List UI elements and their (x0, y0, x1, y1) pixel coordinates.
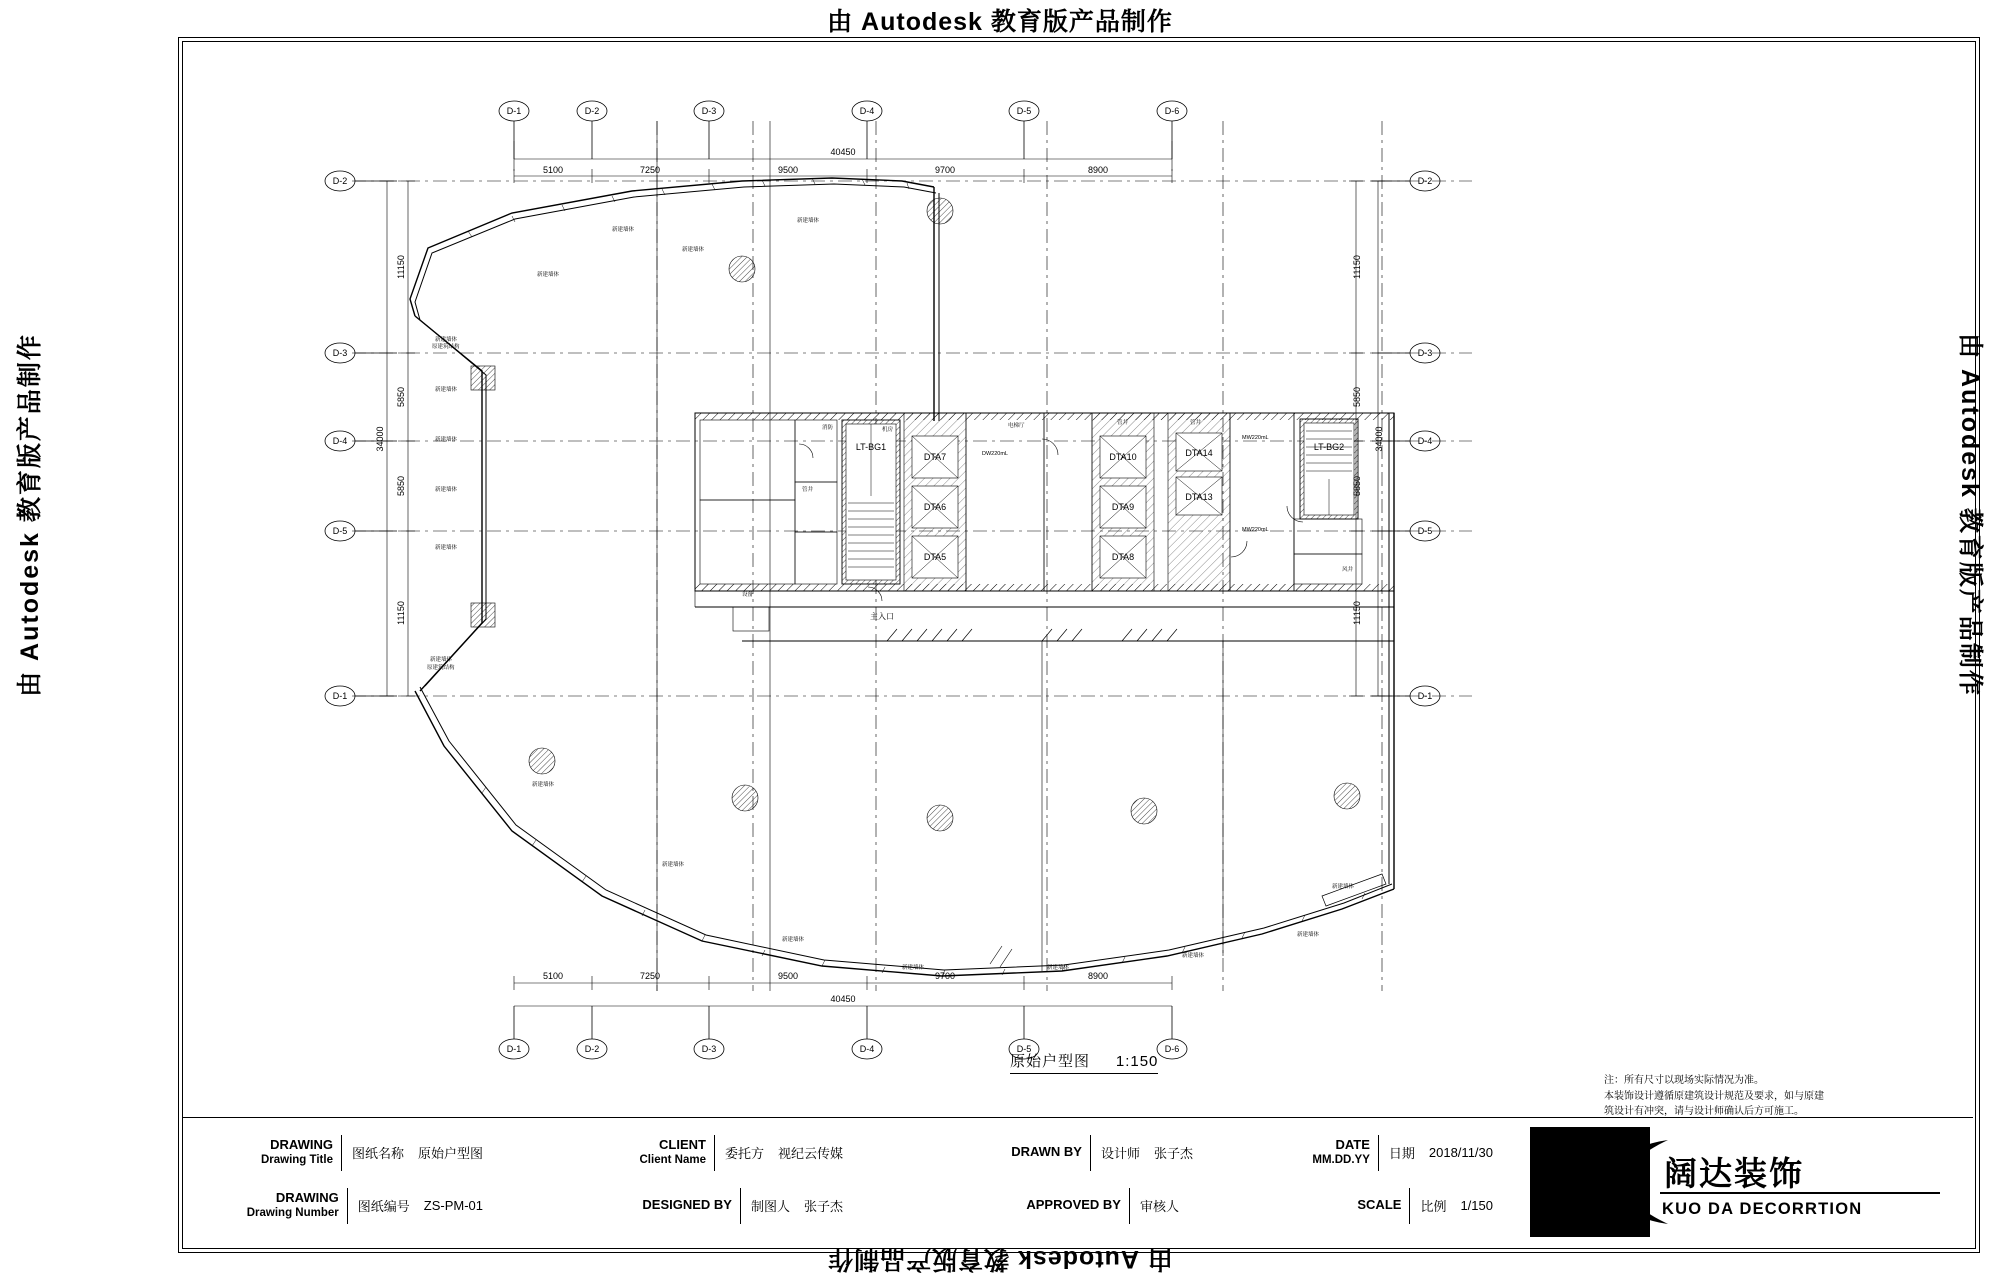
dim-top-seg-5: 8900 (1087, 165, 1109, 175)
note-line-2: 本装饰设计遵循原建筑设计规范及要求，如与原建 (1604, 1090, 1824, 1102)
grid-label-left-3: D-4 (332, 436, 348, 446)
tb-drawnby-en1: DRAWN BY (1011, 1144, 1082, 1160)
dim-bottom-seg-2: 7250 (639, 971, 661, 981)
tb-client-en1: CLIENT (659, 1137, 706, 1153)
grid-label-top-2: D-2 (584, 106, 600, 116)
room-note-5: 管井 (1190, 420, 1202, 426)
grid-label-bottom-3: D-3 (701, 1044, 717, 1054)
grid-label-bottom-2: D-2 (584, 1044, 600, 1054)
tb-drawnby-value: 张子杰 (1153, 1146, 1193, 1161)
note-line-3: 筑设计有冲突，请与设计师确认后方可施工。 (1604, 1106, 1804, 1117)
room-label-dta7: DTA7 (923, 452, 947, 462)
wall-note-8: 新建墙体 (435, 437, 458, 443)
grid-label-top-5: D-5 (1016, 106, 1032, 116)
wall-note-13: 新建墙体 (532, 782, 555, 788)
note-line-1: 注：所有尺寸以现场实际情况为准。 (1604, 1075, 1764, 1086)
dim-top-seg-3: 9500 (777, 165, 799, 175)
logo-text-cn: 阔达装饰 (1664, 1155, 1804, 1192)
room-label-dta8: DTA8 (1111, 552, 1135, 562)
wall-note-7: 新建墙体 (435, 387, 458, 393)
grid-label-right-3: D-4 (1417, 436, 1433, 446)
room-note-3: 电梯厅 (1008, 423, 1025, 429)
tb-divider (1129, 1188, 1130, 1224)
room-label-lt-bg1: LT-BG1 (855, 442, 887, 452)
wall-note-14: 新建墙体 (662, 862, 685, 868)
tb-scale-cn: 比例 (1420, 1199, 1447, 1214)
dim-bottom-seg-5: 8900 (1087, 971, 1109, 981)
tb-drawing-number-cn: 图纸编号 (357, 1199, 410, 1214)
tb-divider (341, 1135, 342, 1171)
plan-caption-title: 原始户型图 (1010, 1053, 1091, 1070)
dim-top-seg-1: 5100 (542, 165, 564, 175)
dim-left-2: 5850 (396, 386, 406, 408)
tb-scale-en1: SCALE (1357, 1197, 1402, 1213)
room-label-dta6: DTA6 (923, 502, 947, 512)
plan-caption-scale: 1:150 (1115, 1053, 1159, 1070)
wall-note-16: 新建墙体 (902, 965, 925, 971)
watermark-bottom: 由 Autodesk 教育版产品制作 (827, 1245, 1173, 1273)
grid-label-left-4: D-5 (332, 526, 348, 536)
dim-bottom-seg-4: 9700 (934, 971, 956, 981)
tb-client-value: 视纪云传媒 (777, 1146, 843, 1161)
grid-label-top-4: D-4 (859, 106, 875, 116)
grid-label-top-6: D-6 (1164, 106, 1180, 116)
room-label-dta13: DTA13 (1185, 492, 1213, 502)
grid-label-bottom-1: D-1 (506, 1044, 522, 1054)
logo-text-en: KUO DA DECORRTION (1662, 1200, 1863, 1218)
dim-bottom-seg-3: 9500 (777, 971, 799, 981)
dim-bottom-total: 40450 (830, 994, 856, 1004)
room-label-dta14: DTA14 (1185, 448, 1213, 458)
wall-note-6: 原建筑结构 (432, 344, 460, 350)
tb-drawing-title-label (261, 1137, 341, 1168)
room-note-10: 管井 (802, 487, 814, 493)
grid-label-right-2: D-3 (1417, 348, 1433, 358)
tb-designedby-en1: DESIGNED BY (642, 1197, 732, 1213)
general-notes (1604, 1073, 1954, 1120)
room-label-lt-bg2: LT-BG2 (1313, 442, 1345, 452)
grid-label-left-5: D-1 (332, 691, 348, 701)
dim-left-4: 11150 (396, 601, 406, 625)
dim-right-2: 5850 (1352, 386, 1362, 408)
entry-label: 主入口 (870, 612, 894, 621)
room-label-dta10: DTA10 (1109, 452, 1137, 462)
grid-label-right-1: D-2 (1417, 176, 1433, 186)
tb-client-en2: Client Name (639, 1154, 706, 1167)
tb-drawing-title-en1: DRAWING (270, 1137, 333, 1153)
room-note-11: 设备 (742, 592, 754, 598)
tb-drawing-number-cell (183, 1184, 483, 1228)
tb-designedby-cn: 制图人 (750, 1199, 790, 1214)
tb-drawing-title-en2: Drawing Title (260, 1154, 333, 1167)
tb-client-label (640, 1137, 714, 1168)
tb-designedby-cell (483, 1184, 843, 1228)
tb-drawing-number-value: ZS-PM-01 (423, 1198, 483, 1213)
wall-note-2: 新建墙体 (612, 227, 635, 233)
tb-drawing-number-label (247, 1190, 347, 1221)
watermark-right: 由 Autodesk 教育版产品制作 (1956, 333, 1984, 697)
dim-right-total: 34000 (1374, 426, 1384, 452)
tb-scale-label (1357, 1197, 1409, 1213)
wall-note-20: 新建墙体 (1332, 884, 1355, 890)
tb-date-value: 2018/11/30 (1428, 1145, 1493, 1160)
tb-date-cn: 日期 (1388, 1146, 1415, 1161)
tb-divider (1090, 1135, 1091, 1171)
wall-note-11: 新建墙体 (430, 657, 453, 663)
dim-left-3: 5850 (396, 475, 406, 497)
room-note-9: 风井 (1342, 567, 1354, 573)
wall-note-17: 新建墙体 (1047, 965, 1070, 971)
wall-note-18: 新建墙体 (1182, 953, 1205, 959)
grid-label-left-2: D-3 (332, 348, 348, 358)
room-label-dta9: DTA9 (1111, 502, 1135, 512)
tb-divider (1378, 1135, 1379, 1171)
tb-drawing-title-value: 原始户型图 (417, 1146, 483, 1161)
tb-approvedby-en1: APPROVED BY (1026, 1197, 1121, 1213)
wall-note-9: 新建墙体 (435, 487, 458, 493)
tb-client-cell (483, 1131, 843, 1175)
tb-approvedby-cell (843, 1184, 1193, 1228)
wall-note-10: 新建墙体 (435, 545, 458, 551)
room-note-6: DW220mL (982, 451, 1008, 457)
tb-divider (714, 1135, 715, 1171)
tb-date-cell (1193, 1131, 1493, 1175)
wall-note-1: 新建墙体 (682, 247, 705, 253)
grid-label-top-1: D-1 (506, 106, 522, 116)
watermark-top: 由 Autodesk 教育版产品制作 (827, 8, 1173, 36)
wall-note-4: 新建墙体 (797, 218, 820, 224)
tb-drawnby-cn: 设计师 (1100, 1146, 1140, 1161)
grid-label-right-4: D-5 (1417, 526, 1433, 536)
tb-divider (347, 1188, 348, 1224)
plan-caption (1010, 1050, 1158, 1074)
room-note-8: MW220mL (1242, 527, 1269, 533)
grid-label-top-3: D-3 (701, 106, 717, 116)
tb-scale-value: 1/150 (1460, 1198, 1493, 1213)
dim-bottom-seg-1: 5100 (542, 971, 564, 981)
tb-drawing-number-en2: Drawing Number (246, 1207, 339, 1220)
logo-divider (1660, 1192, 1940, 1194)
tb-date-label (1312, 1137, 1378, 1168)
wall-note-15: 新建墙体 (782, 937, 805, 943)
tb-approvedby-label (1026, 1197, 1129, 1213)
tb-divider (1409, 1188, 1410, 1224)
grid-label-left-1: D-2 (332, 176, 348, 186)
tb-drawing-title-cell (183, 1131, 483, 1175)
tb-divider (740, 1188, 741, 1224)
dim-top-seg-2: 7250 (639, 165, 661, 175)
dim-right-3: 5850 (1352, 475, 1362, 497)
dim-left-total: 34000 (375, 426, 385, 452)
watermark-left: 由 Autodesk 教育版产品制作 (16, 333, 44, 697)
grid-label-bottom-4: D-4 (859, 1044, 875, 1054)
dim-right-1: 11150 (1352, 255, 1362, 279)
grid-label-right-5: D-1 (1417, 691, 1433, 701)
tb-scale-cell (1193, 1184, 1493, 1228)
tb-designedby-label (642, 1197, 740, 1213)
dim-right-4: 11150 (1352, 601, 1362, 625)
tb-drawing-title-cn: 图纸名称 (351, 1146, 404, 1161)
tb-approvedby-cn: 审核人 (1139, 1199, 1179, 1214)
wall-note-5: 新建墙体 (435, 337, 458, 343)
tb-drawnby-cell (843, 1131, 1193, 1175)
grid-label-bottom-6: D-6 (1164, 1044, 1180, 1054)
tb-designedby-value: 张子杰 (803, 1199, 843, 1214)
tb-date-en1: DATE (1335, 1137, 1370, 1153)
tb-drawnby-label (1011, 1144, 1090, 1160)
dim-left-1: 11150 (396, 255, 406, 279)
tb-drawing-number-en1: DRAWING (275, 1190, 339, 1206)
room-note-1: 消防 (822, 425, 834, 431)
tb-date-en2: MM.DD.YY (1312, 1154, 1370, 1167)
room-note-2: 机房 (882, 427, 894, 433)
room-note-7: MW220mL (1242, 435, 1269, 441)
room-label-dta5: DTA5 (923, 552, 947, 562)
wall-note-19: 新建墙体 (1297, 932, 1320, 938)
wall-note-12: 原建筑结构 (427, 665, 455, 671)
room-note-4: 管井 (1117, 420, 1129, 426)
dim-top-total: 40450 (830, 147, 856, 157)
tb-client-cn: 委托方 (724, 1146, 764, 1161)
wall-note-3: 新建墙体 (537, 272, 560, 278)
dim-top-seg-4: 9700 (934, 165, 956, 175)
grid-label-bottom-5: D-5 (1016, 1044, 1032, 1054)
